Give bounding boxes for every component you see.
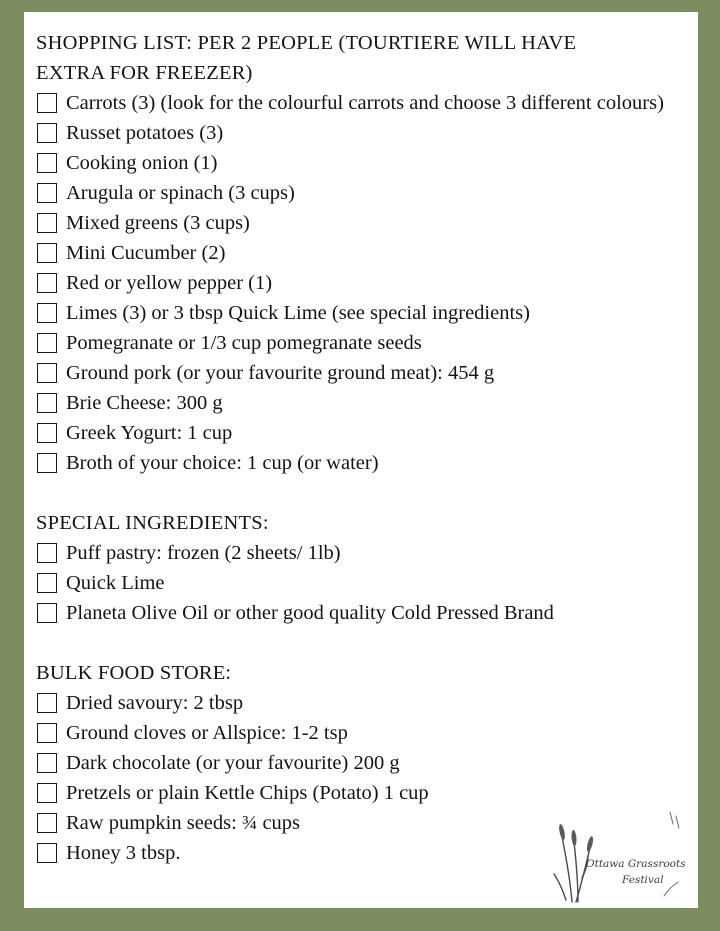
list-item-label: Mini Cucumber (2): [66, 242, 226, 264]
list-item-label: Dried savoury: 2 tbsp: [66, 692, 244, 714]
checkbox[interactable]: [37, 333, 57, 353]
list-item: [36, 358, 686, 388]
checkbox[interactable]: [37, 573, 57, 593]
checkbox[interactable]: [37, 813, 57, 833]
list-item-label: Quick Lime: [66, 572, 165, 594]
list-item: [36, 538, 686, 568]
list-item-label: Honey 3 tbsp.: [66, 842, 181, 864]
checkbox[interactable]: [37, 243, 57, 263]
list-item-label: Planeta Olive Oil or other good quality Cold Pressed Brand: [66, 602, 554, 624]
list-item-label: Pomegranate or 1/3 cup pomegranate seeds: [66, 332, 422, 354]
list-item-label: Greek Yogurt: 1 cup: [66, 422, 233, 444]
list-item: [36, 88, 686, 118]
list-item-label: Red or yellow pepper (1): [66, 272, 273, 294]
list-item: [36, 388, 686, 418]
list-item: [36, 748, 686, 778]
list-item-label: Russet potatoes (3): [66, 122, 224, 144]
checkbox[interactable]: [37, 783, 57, 803]
checkbox[interactable]: [37, 273, 57, 293]
list-item: [36, 688, 686, 718]
checkbox[interactable]: [37, 453, 57, 473]
checkbox[interactable]: [37, 723, 57, 743]
shopping-list-heading-line2: EXTRA FOR FREEZER): [36, 62, 253, 84]
list-item-label: Mixed greens (3 cups): [66, 212, 250, 234]
logo-line2: Festival: [622, 874, 664, 886]
section-spacer: [36, 478, 686, 508]
shopping-list-heading-line1: SHOPPING LIST: PER 2 PEOPLE (TOURTIERE WILL HAVE: [36, 32, 577, 54]
checkbox[interactable]: [37, 363, 57, 383]
list-item-label: Arugula or spinach (3 cups): [66, 182, 295, 204]
bulk-food-store-heading: BULK FOOD STORE:: [36, 662, 232, 684]
checkbox[interactable]: [37, 753, 57, 773]
list-item-label: Ground cloves or Allspice: 1-2 tsp: [66, 722, 348, 744]
list-item-label: Ground pork (or your favourite ground meat): 454 g: [66, 362, 495, 384]
checkbox[interactable]: [37, 603, 57, 623]
special-ingredients-heading: SPECIAL INGREDIENTS:: [36, 512, 269, 534]
list-item-label: Dark chocolate (or your favourite) 200 g: [66, 752, 400, 774]
logo-line1: Ottawa Grassroots: [586, 858, 686, 870]
list-item: [36, 238, 686, 268]
checkbox[interactable]: [37, 693, 57, 713]
list-item: [36, 268, 686, 298]
checkbox[interactable]: [37, 303, 57, 323]
checkbox[interactable]: [37, 543, 57, 563]
festival-logo: [552, 808, 692, 904]
grass-reed-icon: [552, 808, 692, 904]
list-item: [36, 148, 686, 178]
list-item-label: Raw pumpkin seeds: ¾ cups: [66, 812, 301, 834]
list-item: [36, 178, 686, 208]
list-item-label: Broth of your choice: 1 cup (or water): [66, 452, 379, 474]
list-item: [36, 718, 686, 748]
list-item: [36, 328, 686, 358]
list-item: [36, 208, 686, 238]
shopping-list-page: [24, 12, 698, 908]
checkbox[interactable]: [37, 393, 57, 413]
list-item: [36, 418, 686, 448]
list-item-label: Cooking onion (1): [66, 152, 218, 174]
checkbox[interactable]: [37, 93, 57, 113]
checkbox[interactable]: [37, 423, 57, 443]
list-item-label: Pretzels or plain Kettle Chips (Potato) 1 cup: [66, 782, 429, 804]
checkbox[interactable]: [37, 843, 57, 863]
checkbox[interactable]: [37, 213, 57, 233]
checkbox[interactable]: [37, 183, 57, 203]
list-item: [36, 778, 686, 808]
section-spacer: [36, 628, 686, 658]
list-item: [36, 568, 686, 598]
list-item-label: Puff pastry: frozen (2 sheets/ 1lb): [66, 542, 341, 564]
checkbox[interactable]: [37, 123, 57, 143]
list-item-label: Brie Cheese: 300 g: [66, 392, 223, 414]
list-item: [36, 118, 686, 148]
list-item: [36, 448, 686, 478]
checkbox[interactable]: [37, 153, 57, 173]
list-item-label: Carrots (3) (look for the colourful carrots and choose 3 different colours): [66, 92, 664, 114]
list-item: [36, 298, 686, 328]
list-item: [36, 598, 686, 628]
list-item-label: Limes (3) or 3 tbsp Quick Lime (see special ingredients): [66, 302, 530, 324]
